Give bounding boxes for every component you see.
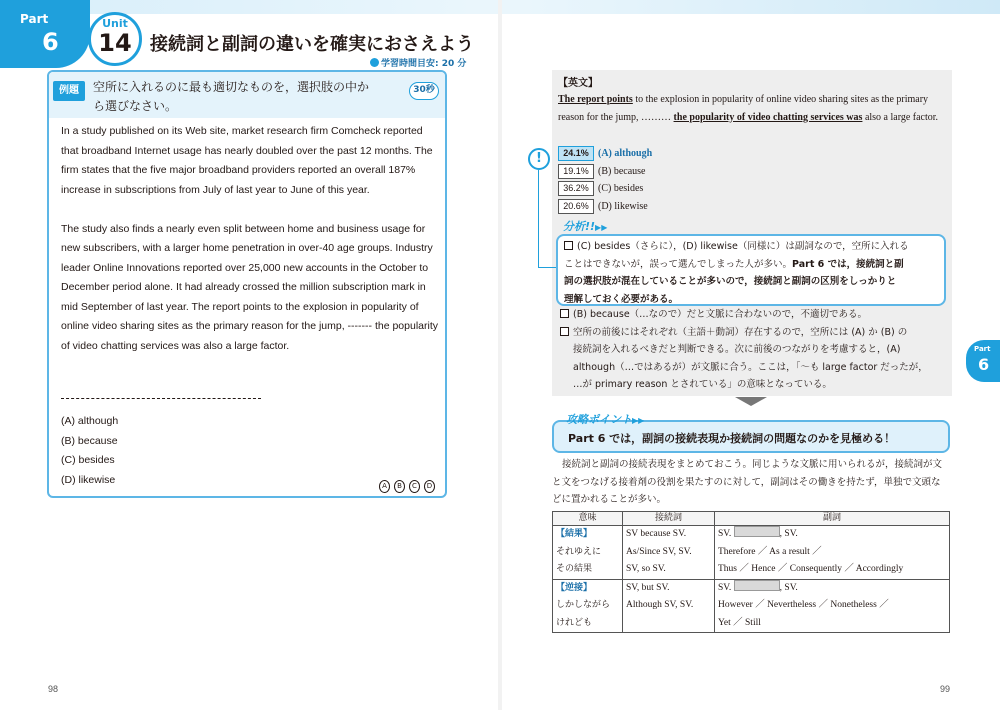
bubble-d[interactable]: D: [424, 480, 435, 493]
unit-label: Unit: [102, 17, 128, 30]
analysis-line-3: [564, 273, 942, 291]
conjunction-cell: [623, 526, 715, 580]
choice-a[interactable]: (A) although: [61, 415, 119, 427]
note-line-1: [560, 306, 948, 324]
choice-c[interactable]: (C) besides: [61, 454, 115, 466]
adverb-list: Yet ／ Still: [718, 617, 761, 628]
english-tag: 【英文】: [558, 78, 598, 89]
answer-bubbles: [379, 473, 439, 493]
analysis-line-2-text: ことはできないが，誤って選んでしまった人が多い。: [564, 258, 793, 270]
conjunction-adverb-table: [552, 511, 950, 633]
dashed-divider: [61, 398, 261, 399]
side-part-tab: [966, 340, 1000, 382]
blank-box: [734, 580, 780, 591]
example-question: 空所に入れるのに最も適切なものを，選択肢の中から選びなさい。: [93, 80, 370, 113]
part-tab: [0, 0, 90, 68]
conjunction-pattern: SV, so SV.: [626, 564, 666, 574]
example-box: [47, 70, 447, 498]
analysis-text: [564, 238, 942, 308]
adverb-cell: [715, 579, 950, 633]
sentence-middle: to the explosion in popularity of online video sharing sites as the primary reason for the jump, ………: [558, 94, 929, 123]
analysis-line-3-text: 詞の選択肢が混在していることが多いので，接続詞と副詞の区別をしっかりと: [564, 276, 897, 287]
page-number-right: 99: [940, 684, 951, 694]
table-row: [553, 579, 950, 633]
note-line-2: [560, 324, 948, 342]
conjunction-pattern: As/Since SV, SV.: [626, 546, 692, 557]
subject-phrase: The report points: [558, 94, 633, 105]
adverb-lead: SV.: [718, 582, 732, 593]
pct-option: (C) besides: [598, 183, 644, 194]
adverb-list: However ／ Nevertheless ／ Nonetheless ／: [718, 600, 889, 610]
analysis-line-2: [564, 256, 942, 274]
choice-d[interactable]: (D) likewise: [61, 473, 116, 486]
note-line-2-text: 空所の前後にはそれぞれ（主語＋動詞）存在するので，空所には (A) か (B) の: [573, 326, 908, 338]
pct-option: (A) although: [598, 148, 653, 159]
adverb-tail: , SV.: [779, 582, 798, 593]
table-header-row: [553, 512, 950, 526]
part-number: 6: [42, 28, 59, 56]
passage-paragraph-2: The study also finds a nearly even split between home and business usage for new subscribers, with a larger home penetration in over-40 age groups. Industry leader Online Innovations reported over 25,000 new accounts in the October to December period alone. It had already crossed the million subscription mark in mid September of last year. The report points to the explosion in popularity of online video sharing sites as the primary reason for the jump, ------- the popularity of video chatting services was also a large factor.: [61, 222, 438, 352]
choice-b[interactable]: (B) because: [61, 434, 118, 447]
adverb-pattern: [718, 580, 946, 598]
pct-row-a: [558, 145, 758, 163]
pct-value: 19.1%: [558, 164, 594, 179]
example-tag: 例題: [53, 81, 85, 101]
english-sentence: [558, 91, 950, 126]
double-arrow-icon: ▶▶: [595, 223, 608, 232]
category-label: 【結果】: [556, 529, 593, 539]
clause-phrase: the popularity of video chatting services was: [673, 111, 863, 123]
answer-percentages: [558, 145, 758, 215]
note-line-1-text: (B) because（…なので）だと文脈に合わないので，不適切である。: [573, 309, 867, 320]
bubble-b[interactable]: B: [394, 480, 405, 493]
conjunction-pattern: SV, but SV.: [626, 582, 670, 593]
study-time-text: 学習時間目安: 20 分: [381, 59, 467, 69]
note-line-3: 接続詞を入れるべきだと判断できる。次に前後のつながりを考慮すると，(A): [573, 344, 901, 355]
analysis-line-1: [564, 238, 942, 256]
analysis-notes: [560, 306, 948, 394]
meaning-text: それゆえに: [556, 546, 602, 557]
meaning-text: けれども: [556, 617, 593, 628]
strategy-label-text: 攻略ポイント: [566, 413, 632, 426]
table-row: [553, 526, 950, 580]
strategy-text: Part 6 では，副詞の接続表現か接続詞の問題なのかを見極める！: [568, 432, 896, 445]
sentence-end: also a large factor.: [862, 111, 939, 123]
adverb-tail: , SV.: [779, 529, 798, 539]
adverb-cell: [715, 526, 950, 580]
clock-icon: [370, 58, 379, 67]
part-label: Part: [20, 12, 49, 26]
header-adverb: 副詞: [715, 512, 950, 526]
checkbox-icon: [560, 309, 569, 318]
intro-paragraph: 接続詞と副詞の接続表現をまとめておこう。同じような文脈に用いられるが，接続詞が文と文をつなげる接着剤の役割を果たすのに対して，副詞はその働きを持たず，単独で文頭などに置かれることが多い。: [552, 459, 943, 505]
passage: [61, 122, 441, 356]
conjunction-cell: [623, 579, 715, 633]
category-label: 【逆接】: [556, 582, 593, 593]
pct-option: (D) likewise: [598, 200, 648, 212]
adverb-list: Therefore ／ As a result ／: [718, 546, 822, 557]
unit-badge: [88, 12, 142, 66]
header-meaning: 意味: [553, 512, 623, 526]
bubble-a[interactable]: A: [379, 480, 390, 493]
conjunction-pattern: SV because SV.: [626, 529, 687, 539]
pct-row-c: [558, 180, 758, 198]
adverb-pattern: [718, 526, 946, 544]
timer-badge: 30秒: [409, 82, 439, 100]
pct-option: (B) because: [598, 165, 646, 177]
header-conjunction: 接続詞: [623, 512, 715, 526]
meaning-text: その結果: [556, 564, 593, 574]
meaning-cell: [553, 526, 623, 580]
analysis-line-2-bold: Part 6 では，接続詞と副: [792, 258, 904, 270]
blank-box: [734, 526, 780, 537]
checkbox-icon: [564, 241, 573, 250]
page-spine: [498, 0, 502, 710]
analysis-line-4-text: 理解しておく必要がある。: [564, 293, 679, 305]
meaning-cell: [553, 579, 623, 633]
down-arrow-icon: [735, 397, 767, 406]
analysis-label-text: 分析!!: [563, 220, 596, 233]
double-arrow-icon: ▶▶: [632, 416, 645, 425]
pct-row-d: [558, 198, 758, 216]
analysis-label: [563, 218, 607, 234]
pct-value: 20.6%: [558, 199, 594, 214]
bubble-c[interactable]: C: [409, 480, 420, 493]
page-number-left: 98: [48, 684, 59, 694]
alert-icon: !: [528, 148, 550, 170]
adverb-list: Thus ／ Hence ／ Consequently ／ Accordingly: [718, 564, 904, 574]
pct-value: 36.2%: [558, 181, 594, 196]
pct-value: 24.1%: [558, 146, 594, 161]
analysis-line-1-text: (C) besides（さらに），(D) likewise（同様に）は副詞なので，空所に入れる: [577, 241, 909, 252]
note-line-4: although（…ではあるが）が文脈に合う。ここは，「～も large factor だったが，: [573, 361, 928, 373]
example-header: [49, 72, 445, 118]
study-time: [370, 56, 466, 69]
side-tab-label: Part: [974, 345, 991, 353]
strategy-label: [566, 411, 644, 427]
conjunction-pattern: Although SV, SV.: [626, 600, 694, 610]
connector-line: [538, 170, 556, 268]
analysis-box: [556, 234, 946, 306]
meaning-text: しかしながら: [556, 600, 611, 610]
unit-title: 接続詞と副詞の違いを確実におさえよう: [150, 34, 474, 55]
passage-paragraph-1: In a study published on its Web site, market research firm Comcheck reported that broadband Internet usage has nearly doubled over the past 12 months. The firm states that the five major broadband providers reported an overall 187% increase in subscriptions from July of last year to June of this year.: [61, 125, 433, 196]
checkbox-icon: [560, 327, 569, 336]
unit-number: 14: [98, 29, 132, 57]
note-line-5: …が primary reason とされている」の意味となっている。: [573, 379, 832, 390]
side-tab-number: 6: [978, 355, 990, 374]
adverb-lead: SV.: [718, 529, 732, 539]
pct-row-b: [558, 163, 758, 181]
